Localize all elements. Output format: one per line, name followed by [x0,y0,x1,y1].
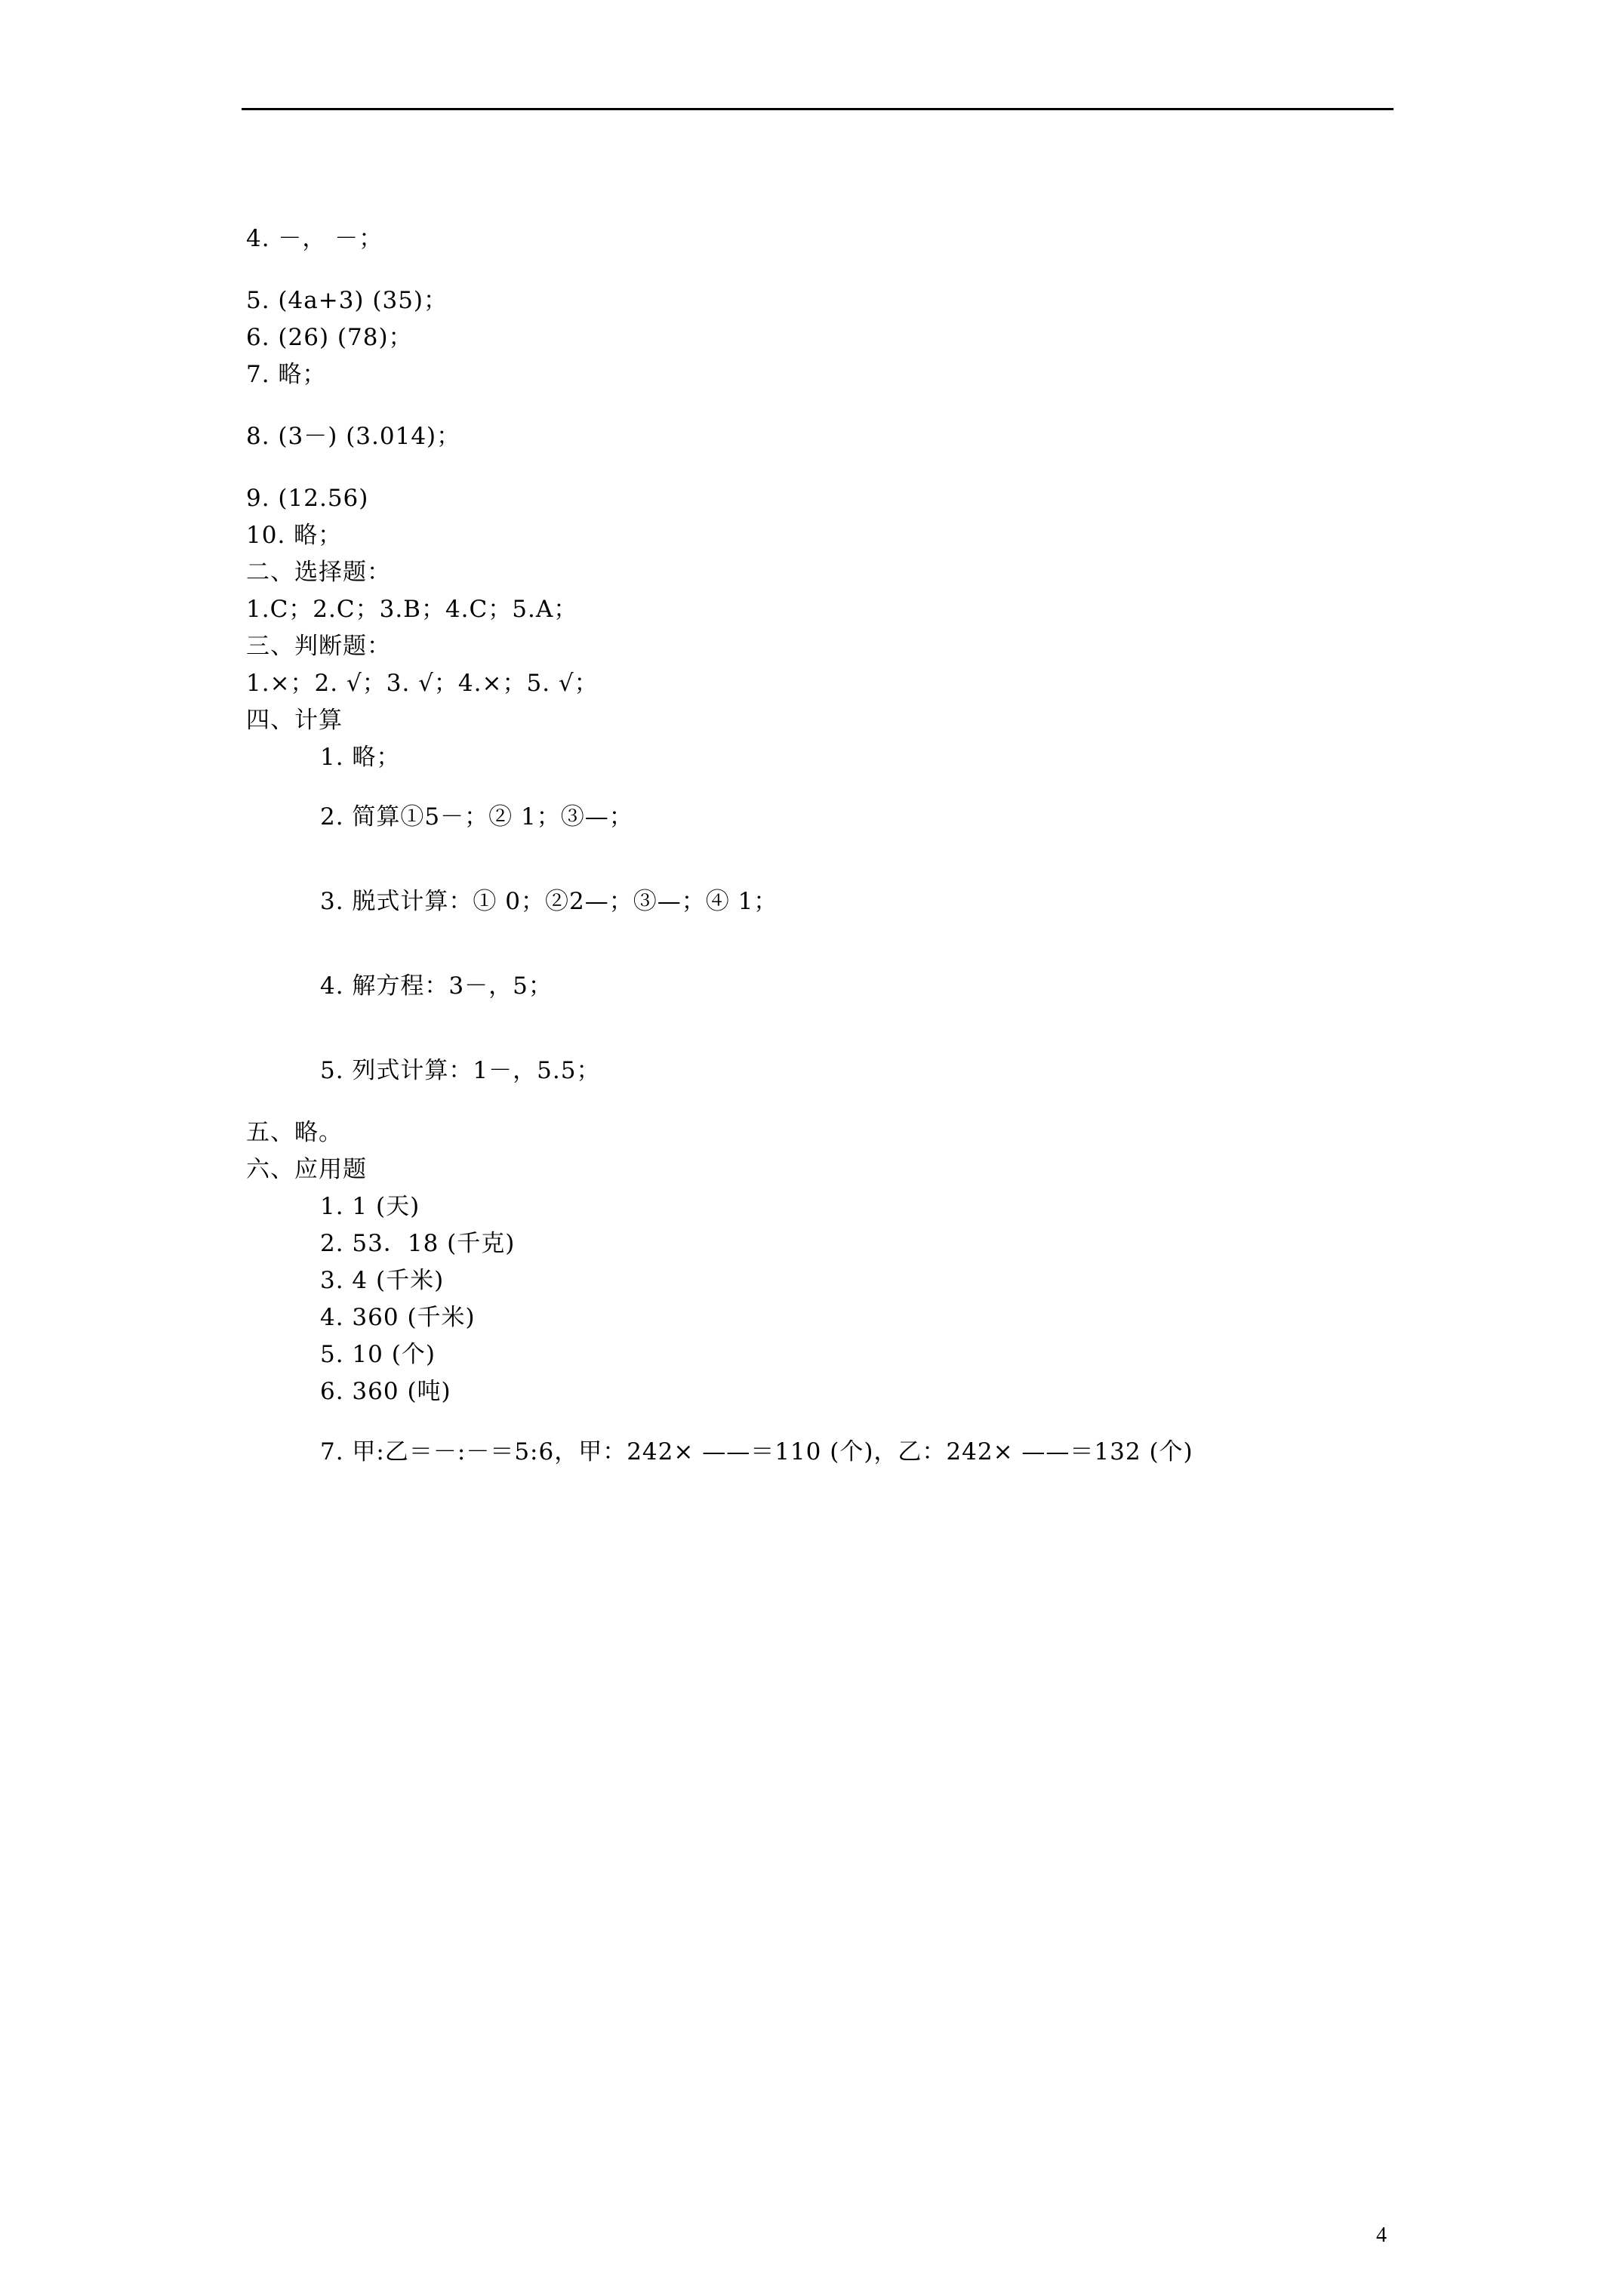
section-5: 五、略。 [246,1119,343,1146]
answer-fill-4: 4. －， －； [246,225,383,252]
answer-app-1: 1. 1 (天) [320,1193,420,1220]
answer-fill-5: 5. (4a+3) (35)； [246,287,448,314]
answer-fill-6: 6. (26) (78)； [246,324,413,351]
answer-app-2: 2. 53．18 (千克) [320,1230,516,1257]
answer-fill-9: 9. (12.56) [246,485,369,512]
answer-app-5: 5. 10 (个) [320,1341,436,1368]
section-heading-application: 六、应用题 [246,1156,367,1183]
page-number: 4 [1376,2224,1387,2247]
section-heading-judge: 三、判断题： [246,633,391,660]
answer-calc-5: 5. 列式计算：1－，5.5； [320,1057,601,1084]
section-heading-choice: 二、选择题： [246,559,391,586]
answer-app-6: 6. 360 (吨) [320,1378,451,1405]
answer-fill-10: 10. 略； [246,522,343,549]
section-heading-calc: 四、计算 [246,707,343,734]
answer-app-4: 4. 360 (千米) [320,1304,476,1331]
answer-calc-3: 3. 脱式计算：① 0；②2—；③—；④ 1； [320,888,778,915]
answer-calc-2: 2. 简算①5－；② 1；③—； [320,803,633,831]
answer-fill-7: 7. 略； [246,361,327,388]
answer-calc-4: 4. 解方程：3－，5； [320,972,553,1000]
header-rule [242,108,1394,110]
answer-app-3: 3. 4 (千米) [320,1267,445,1294]
answer-calc-1: 1. 略； [320,744,401,771]
answer-fill-8: 8. (3－) (3.014)； [246,423,461,450]
answer-choice: 1.C；2.C；3.B；4.C；5.A； [246,596,578,623]
answer-app-7: 7. 甲:乙＝－:－＝5:6，甲：242× ——＝110 (个)，乙：242× ——＝132 (个) [320,1438,1193,1465]
answer-judge: 1.×；2. √；3. √；4.×；5. √； [246,670,599,697]
